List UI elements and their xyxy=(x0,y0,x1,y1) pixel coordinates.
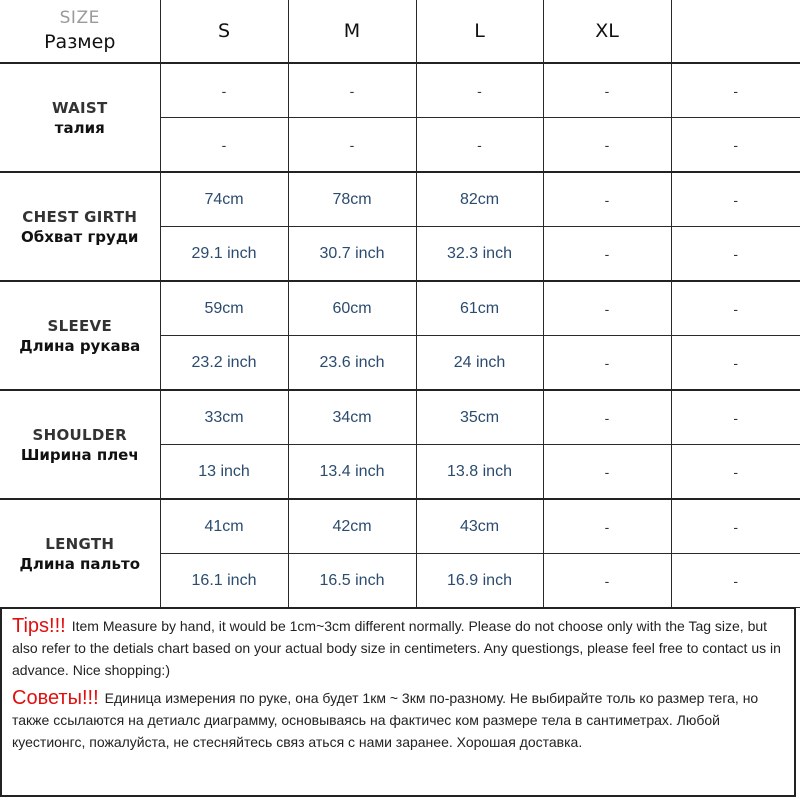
header-row xyxy=(0,0,800,63)
table-cell: - xyxy=(543,336,671,391)
column-header-blank xyxy=(671,0,800,63)
table-cell: - xyxy=(671,336,800,391)
table-cell: 24 inch xyxy=(416,336,543,391)
measurement-label xyxy=(0,390,160,499)
column-header-l: L xyxy=(416,0,543,63)
table-cell: 35cm xyxy=(416,390,543,445)
table-cell: 74cm xyxy=(160,172,288,227)
column-header-m: M xyxy=(288,0,416,63)
table-cell: - xyxy=(543,281,671,336)
table-cell: 13 inch xyxy=(160,445,288,500)
tips-heading-ru: Советы!!! xyxy=(12,687,99,709)
table-cell: - xyxy=(671,227,800,282)
table-row xyxy=(0,390,800,445)
table-cell: 16.1 inch xyxy=(160,554,288,608)
table-cell: - xyxy=(671,554,800,608)
table-cell: - xyxy=(543,390,671,445)
table-cell: - xyxy=(160,118,288,173)
tips-text-en: Item Measure by hand, it would be 1cm~3cm different normally. Please do not choose only with the Tag size, but also refer to the detials chart based on your actual body size in centimeters. Any questiongs, please feel free to contact us in advance. Nice shopping:) xyxy=(12,618,781,678)
table-cell: - xyxy=(671,118,800,173)
table-cell: - xyxy=(160,63,288,118)
measurement-label-ru: талия xyxy=(54,118,105,137)
measurement-label-ru: Обхват груди xyxy=(21,227,139,246)
measurement-label-en: WAIST xyxy=(51,98,108,117)
tips-heading-en: Tips!!! xyxy=(12,615,66,637)
table-cell: 13.4 inch xyxy=(288,445,416,500)
tips-english xyxy=(12,615,786,683)
table-cell: 23.6 inch xyxy=(288,336,416,391)
measurement-label xyxy=(0,281,160,390)
table-cell: 34cm xyxy=(288,390,416,445)
table-cell: 16.5 inch xyxy=(288,554,416,608)
table-cell: 30.7 inch xyxy=(288,227,416,282)
table-row xyxy=(0,281,800,336)
table-cell: - xyxy=(543,554,671,608)
column-header-xl: XL xyxy=(543,0,671,63)
table-cell: 43cm xyxy=(416,499,543,554)
table-row xyxy=(0,499,800,554)
table-cell: 32.3 inch xyxy=(416,227,543,282)
table-cell: - xyxy=(543,118,671,173)
table-cell: - xyxy=(671,63,800,118)
size-label-en: SIZE xyxy=(59,8,100,28)
table-cell: 16.9 inch xyxy=(416,554,543,608)
size-header-cell xyxy=(0,0,160,63)
table-cell: 29.1 inch xyxy=(160,227,288,282)
measurement-label xyxy=(0,499,160,608)
measurement-label-ru: Длина пальто xyxy=(19,554,141,573)
table-cell: - xyxy=(543,227,671,282)
table-cell: - xyxy=(543,172,671,227)
table-cell: 78cm xyxy=(288,172,416,227)
tips-text-ru: Единица измерения по руке, она будет 1км ~ 3км по-разному. Не выбирайте толь ко размер тега, но также ссылаются на детиалс диаграмму, основываясь на фактичес ком размере тела в сантиметрах. Любой куестионгс, пожалуйста, не стесняйтесь связ аться с нами заранее. Хорошая доставка. xyxy=(12,690,759,750)
table-cell: - xyxy=(543,499,671,554)
table-body xyxy=(0,63,800,608)
table-cell: - xyxy=(288,118,416,173)
table-cell: 33cm xyxy=(160,390,288,445)
measurement-label-en: SHOULDER xyxy=(32,425,127,444)
table-cell: - xyxy=(671,172,800,227)
table-cell: 82cm xyxy=(416,172,543,227)
table-cell: - xyxy=(671,499,800,554)
table-cell: 23.2 inch xyxy=(160,336,288,391)
table-row xyxy=(0,172,800,227)
table-cell: - xyxy=(671,390,800,445)
measurement-label xyxy=(0,172,160,281)
column-header-s: S xyxy=(160,0,288,63)
measurement-label xyxy=(0,63,160,172)
measurement-label-en: LENGTH xyxy=(45,534,115,553)
tips-russian xyxy=(12,687,786,753)
table-row xyxy=(0,63,800,118)
measurement-label-ru: Длина рукава xyxy=(19,336,141,355)
table-cell: 60cm xyxy=(288,281,416,336)
table-cell: 61cm xyxy=(416,281,543,336)
measurement-label-en: SLEEVE xyxy=(47,316,112,335)
tips-box xyxy=(0,607,796,797)
table-cell: 42cm xyxy=(288,499,416,554)
table-cell: - xyxy=(416,118,543,173)
size-label-ru: Размер xyxy=(44,31,116,53)
table-cell: - xyxy=(543,445,671,500)
measurement-label-en: CHEST GIRTH xyxy=(22,207,138,226)
table-cell: 13.8 inch xyxy=(416,445,543,500)
table-cell: - xyxy=(288,63,416,118)
table-cell: - xyxy=(416,63,543,118)
measurement-label-ru: Ширина плеч xyxy=(20,445,139,464)
table-cell: - xyxy=(543,63,671,118)
table-cell: 59cm xyxy=(160,281,288,336)
table-cell: 41cm xyxy=(160,499,288,554)
table-cell: - xyxy=(671,445,800,500)
table-cell: - xyxy=(671,281,800,336)
